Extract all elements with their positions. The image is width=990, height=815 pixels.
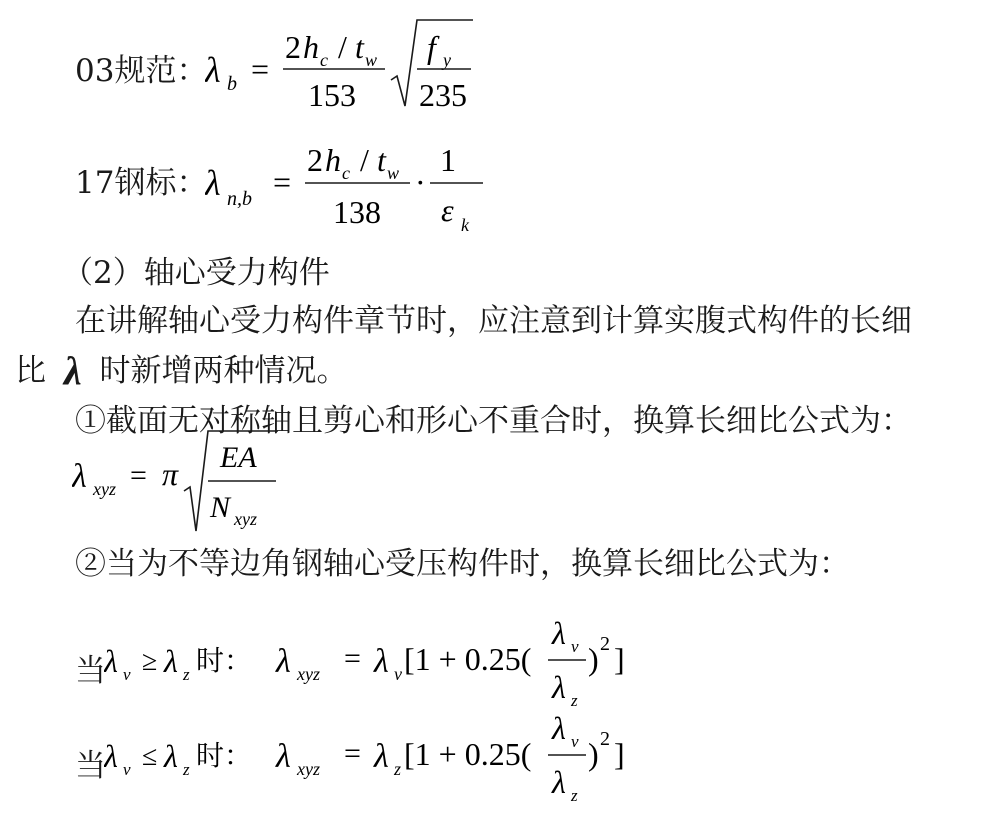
fraction-denominator: λ	[552, 669, 566, 705]
close-bracket: ]	[614, 641, 625, 677]
equals-sign: =	[344, 642, 361, 675]
epsilon-symbol: ε	[441, 192, 454, 228]
fraction-numerator-sub: v	[571, 637, 579, 656]
pi-symbol: π	[162, 456, 179, 492]
numerator-h: h	[325, 142, 341, 178]
equals-sign: =	[344, 737, 361, 770]
subscript: z	[183, 665, 190, 684]
close-paren: )	[588, 736, 599, 772]
denominator: 138	[333, 194, 381, 230]
sqrt-denominator: 235	[419, 77, 467, 113]
equals-sign: =	[251, 51, 270, 87]
numerator-t-sub: w	[387, 163, 400, 183]
paragraph-prefix: 比	[15, 353, 46, 389]
numerator-h-sub: c	[342, 163, 350, 183]
numerator-t: t	[377, 142, 386, 178]
time-label: 时：	[196, 741, 253, 772]
multiply-dot: ·	[415, 164, 426, 200]
numerator-coef: 2	[285, 29, 301, 65]
lambda-symbol: λ	[104, 738, 118, 774]
lambda-symbol: λ	[164, 738, 178, 774]
numerator-slash: /	[360, 142, 369, 178]
bracket-expression: [1 + 0.25(	[404, 641, 532, 677]
subscript: b	[227, 73, 237, 95]
fraction-numerator: λ	[552, 710, 566, 746]
sqrt-numerator-sub: y	[443, 50, 451, 70]
formula-case-le	[104, 705, 664, 815]
subscript: v	[123, 760, 131, 779]
subscript: xyz	[93, 479, 116, 499]
sqrt-denominator-sub: xyz	[234, 509, 257, 529]
formula-xyz	[72, 425, 332, 535]
case-1-text: ①截面无对称轴且剪心和形心不重合时，换算长细比公式为：	[75, 403, 912, 439]
subscript: v	[394, 664, 402, 684]
ge-sign: ≥	[142, 646, 158, 677]
subscript: z	[394, 759, 402, 779]
formula-17	[205, 137, 505, 237]
fraction-denominator-sub: z	[571, 691, 578, 710]
exponent: 2	[600, 728, 610, 750]
fraction-numerator-sub: v	[571, 732, 579, 751]
numerator-t-sub: w	[365, 50, 378, 70]
lambda-symbol: λ	[164, 643, 178, 679]
lambda-symbol: λ	[205, 163, 221, 203]
subscript: z	[183, 760, 190, 779]
fraction-denominator-sub: z	[571, 786, 578, 805]
formula-03	[205, 18, 505, 118]
exponent: 2	[600, 633, 610, 655]
numerator-h-sub: c	[320, 50, 328, 70]
formula-17-label: 17钢标：	[75, 165, 208, 201]
fraction-denominator: λ	[552, 764, 566, 800]
numerator-h: h	[303, 29, 319, 65]
fraction2-numerator: 1	[440, 142, 456, 178]
lambda-symbol: λ	[374, 738, 389, 775]
denominator: 153	[308, 77, 356, 113]
fraction-numerator: λ	[552, 615, 566, 651]
paragraph-line-2	[15, 345, 347, 394]
lambda-symbol: λ	[276, 643, 291, 680]
lambda-symbol: λ	[276, 738, 291, 775]
lambda-inline: λ	[63, 348, 82, 393]
equals-sign: =	[130, 459, 147, 492]
lambda-symbol: λ	[72, 458, 87, 495]
section-heading: （2）轴心受力构件	[62, 255, 330, 291]
epsilon-sub: k	[461, 215, 469, 235]
subscript: v	[123, 665, 131, 684]
bracket-expression: [1 + 0.25(	[404, 736, 532, 772]
numerator-t: t	[355, 29, 364, 65]
sqrt-denominator: N	[210, 491, 231, 524]
subscript: xyz	[297, 759, 320, 779]
equals-sign: =	[273, 164, 292, 200]
numerator-coef: 2	[307, 142, 323, 178]
le-sign: ≤	[142, 741, 158, 772]
close-bracket: ]	[614, 736, 625, 772]
sqrt-numerator: f	[427, 29, 436, 65]
lambda-symbol: λ	[374, 643, 389, 680]
formula-case-ge	[104, 610, 664, 720]
subscript: n,b	[227, 188, 252, 210]
paragraph-line-1: 在讲解轴心受力构件章节时，应注意到计算实腹式构件的长细	[75, 303, 912, 339]
time-label: 时：	[196, 646, 253, 677]
case-le-when: 当	[75, 748, 106, 784]
case-2-text: ②当为不等边角钢轴心受压构件时，换算长细比公式为：	[75, 546, 850, 582]
close-paren: )	[588, 641, 599, 677]
case-ge-when: 当	[75, 653, 106, 689]
lambda-symbol: λ	[104, 643, 118, 679]
lambda-symbol: λ	[205, 50, 221, 90]
formula-03-label: 03规范：	[75, 53, 208, 89]
subscript: xyz	[297, 664, 320, 684]
numerator-slash: /	[338, 29, 347, 65]
sqrt-numerator: EA	[220, 441, 257, 474]
paragraph-suffix: 时新增两种情况。	[99, 353, 348, 389]
